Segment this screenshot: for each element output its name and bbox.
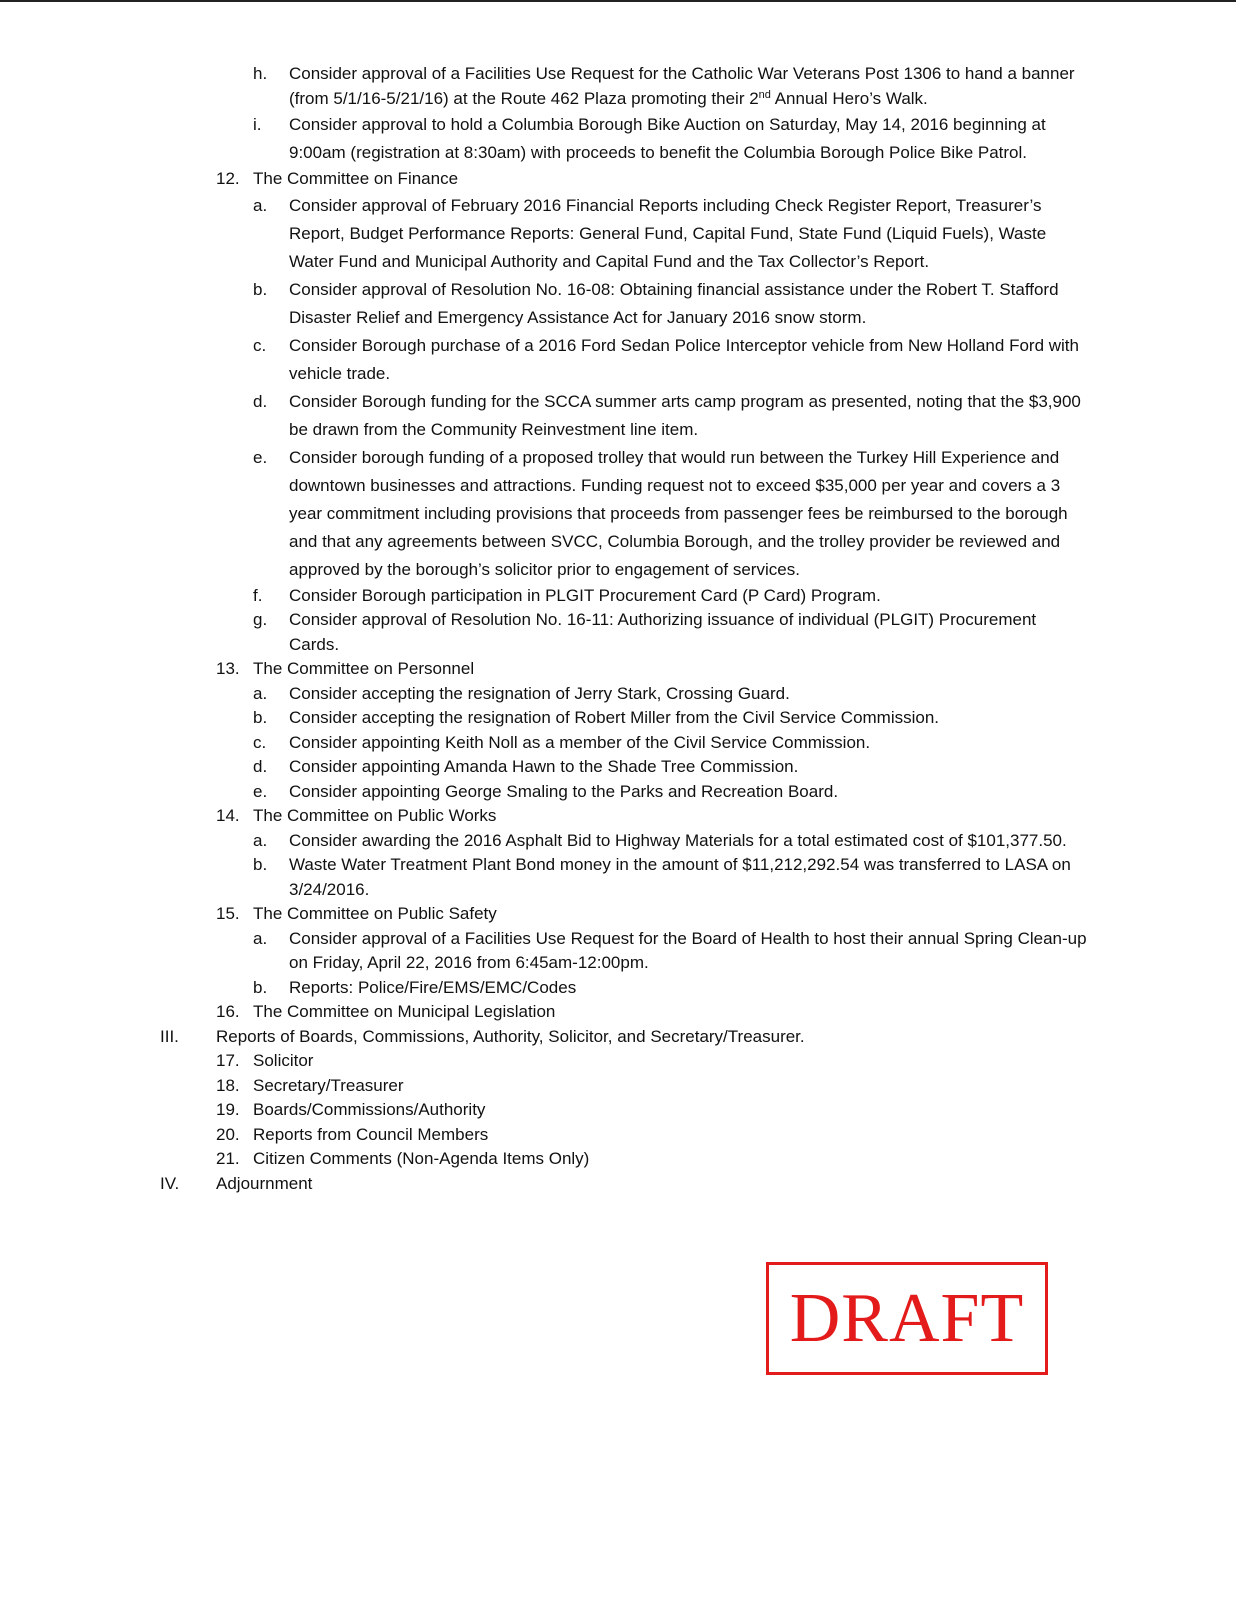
item-text-main: Consider accepting the resignation of Jerry Stark, Crossing Guard. bbox=[289, 683, 790, 703]
agenda-section bbox=[0, 1025, 1236, 1050]
agenda-subitem bbox=[0, 608, 1236, 657]
agenda-item bbox=[0, 657, 1236, 682]
item-text-main: Consider Borough funding for the SCCA summer arts camp program as presented, noting that the $3,900 be drawn from the Community Reinvestment line item. bbox=[289, 391, 1081, 439]
item-label: a. bbox=[253, 928, 268, 948]
item-text bbox=[253, 1123, 1083, 1148]
item-text-main: Consider appointing George Smaling to the Parks and Recreation Board. bbox=[289, 781, 839, 801]
item-text bbox=[289, 608, 1089, 657]
item-label: h. bbox=[253, 64, 268, 83]
agenda-subitem bbox=[0, 682, 1236, 707]
item-label: b. bbox=[253, 855, 268, 874]
draft-stamp bbox=[766, 1262, 1048, 1375]
item-text bbox=[289, 731, 1089, 756]
item-text-main: Consider approval of a Facilities Use Request for the Board of Health to host their annual Spring Clean-up on Friday, April 22, 2016 from 6:45am-12:00pm. bbox=[289, 928, 1087, 972]
item-text bbox=[253, 1049, 1083, 1074]
agenda-item bbox=[0, 804, 1236, 829]
item-text bbox=[289, 682, 1089, 707]
item-text bbox=[253, 1074, 1083, 1099]
item-label: 18. bbox=[216, 1075, 240, 1095]
item-text bbox=[289, 706, 1089, 731]
item-text-main: Consider approval of February 2016 Financial Reports including Check Register Report, Treasurer’s Report, Budget Performance Reports: General Fund, Capital Fund, State Fund (Liquid Fuels), Waste Water Fund and Municipal Authority and Capital Fund and the Tax Collector’s Report. bbox=[289, 195, 1047, 271]
item-text bbox=[253, 1147, 1083, 1172]
item-text-main: The Committee on Personnel bbox=[253, 659, 475, 678]
item-label: c. bbox=[253, 335, 267, 355]
item-text-main: The Committee on Public Safety bbox=[253, 904, 497, 923]
agenda-item bbox=[0, 1123, 1236, 1148]
item-text bbox=[289, 332, 1089, 388]
item-text bbox=[289, 584, 1089, 609]
item-text-main: Consider approval of Resolution No. 16-11: Authorizing issuance of individual (PLGIT) Procurement Cards. bbox=[289, 610, 1037, 654]
item-text bbox=[289, 276, 1089, 332]
agenda-item bbox=[0, 902, 1236, 927]
item-text bbox=[216, 1025, 1076, 1050]
agenda-subitem bbox=[0, 755, 1236, 780]
item-label: a. bbox=[253, 683, 268, 703]
item-text-main: Reports of Boards, Commissions, Authority, Solicitor, and Secretary/Treasurer. bbox=[216, 1026, 805, 1046]
item-text-main: The Committee on Public Works bbox=[253, 806, 497, 825]
agenda-subitem bbox=[0, 111, 1236, 167]
item-label: b. bbox=[253, 977, 268, 997]
item-text bbox=[289, 192, 1089, 276]
agenda-section bbox=[0, 1172, 1236, 1197]
item-label: 21. bbox=[216, 1149, 240, 1168]
item-text-main: Waste Water Treatment Plant Bond money in the amount of $11,212,292.54 was transferred to LASA on 3/24/2016. bbox=[289, 855, 1071, 899]
item-text-main: Consider approval of a Facilities Use Request for the Catholic War Veterans Post 1306 to hand a banner (from 5/1/16-5/21/16) at the Route 462 Plaza promoting their 2 bbox=[289, 64, 1075, 108]
item-text-main: Secretary/Treasurer bbox=[253, 1075, 404, 1095]
agenda-subitem bbox=[0, 276, 1236, 332]
item-label: 16. bbox=[216, 1002, 240, 1021]
item-text-tail: Annual Hero’s Walk. bbox=[770, 88, 928, 108]
item-text bbox=[289, 444, 1089, 584]
agenda-item bbox=[0, 1147, 1236, 1172]
agenda-item bbox=[0, 1049, 1236, 1074]
item-label: IV. bbox=[160, 1173, 180, 1193]
item-text bbox=[289, 388, 1089, 444]
agenda-subitem bbox=[0, 584, 1236, 609]
item-label: 12. bbox=[216, 169, 240, 188]
item-text bbox=[289, 853, 1089, 902]
item-label: a. bbox=[253, 830, 268, 850]
item-text bbox=[253, 167, 1083, 192]
agenda-subitem bbox=[0, 731, 1236, 756]
item-label: b. bbox=[253, 708, 268, 727]
item-text-main: Reports: Police/Fire/EMS/EMC/Codes bbox=[289, 977, 577, 997]
agenda-subitem bbox=[0, 332, 1236, 388]
agenda-subitem bbox=[0, 62, 1236, 111]
item-text-main: Boards/Commissions/Authority bbox=[253, 1100, 486, 1119]
item-label: i. bbox=[253, 115, 262, 134]
agenda-subitem bbox=[0, 853, 1236, 902]
item-text bbox=[289, 927, 1089, 976]
ordinal-suffix: nd bbox=[758, 88, 771, 101]
agenda-item bbox=[0, 1074, 1236, 1099]
item-text bbox=[253, 657, 1083, 682]
item-text-main: Consider appointing Keith Noll as a member of the Civil Service Commission. bbox=[289, 732, 871, 752]
agenda-list bbox=[0, 62, 1236, 1196]
item-text-main: Consider borough funding of a proposed trolley that would run between the Turkey Hill Experience and downtown businesses and attractions. Funding request not to exceed $35,000 per year and covers a 3 year commitment including provisions that proceeds from passenger fees be reimbursed to the borough and that any agreements between SVCC, Columbia Borough, and the trolley provider be reviewed and approved by the borough’s solicitor prior to engagement of services. bbox=[289, 447, 1068, 579]
agenda-item bbox=[0, 1000, 1236, 1025]
item-text bbox=[289, 829, 1089, 854]
item-text bbox=[289, 111, 1089, 167]
item-text-main: Solicitor bbox=[253, 1051, 314, 1070]
item-text-main: The Committee on Finance bbox=[253, 169, 459, 188]
item-text-main: Consider accepting the resignation of Robert Miller from the Civil Service Commission. bbox=[289, 708, 940, 727]
agenda-subitem bbox=[0, 192, 1236, 276]
item-label: 19. bbox=[216, 1100, 240, 1119]
item-text bbox=[289, 62, 1089, 111]
item-text bbox=[289, 755, 1089, 780]
item-label: g. bbox=[253, 610, 268, 629]
item-label: 13. bbox=[216, 659, 240, 678]
item-label: f. bbox=[253, 585, 263, 605]
item-text-main: Consider awarding the 2016 Asphalt Bid to Highway Materials for a total estimated cost of $101,377.50. bbox=[289, 830, 1067, 850]
agenda-subitem bbox=[0, 829, 1236, 854]
item-text-main: Consider Borough purchase of a 2016 Ford Sedan Police Interceptor vehicle from New Holland Ford with vehicle trade. bbox=[289, 335, 1079, 383]
agenda-subitem bbox=[0, 706, 1236, 731]
item-label: e. bbox=[253, 447, 268, 467]
item-text-main: Citizen Comments (Non-Agenda Items Only) bbox=[253, 1149, 590, 1168]
item-text-main: Reports from Council Members bbox=[253, 1124, 489, 1144]
item-label: e. bbox=[253, 781, 268, 801]
item-label: a. bbox=[253, 195, 268, 215]
page-top-border bbox=[0, 0, 1236, 2]
item-label: d. bbox=[253, 757, 268, 776]
item-label: c. bbox=[253, 732, 267, 752]
agenda-subitem bbox=[0, 927, 1236, 976]
agenda-item bbox=[0, 1098, 1236, 1123]
agenda-subitem bbox=[0, 780, 1236, 805]
item-text-main: Adjournment bbox=[216, 1173, 313, 1193]
item-label: d. bbox=[253, 391, 268, 411]
item-text bbox=[253, 804, 1083, 829]
item-text bbox=[289, 780, 1089, 805]
agenda-item bbox=[0, 167, 1236, 192]
item-text-main: Consider approval to hold a Columbia Borough Bike Auction on Saturday, May 14, 2016 beginning at 9:00am (registration at 8:30am) with proceeds to benefit the Columbia Borough Police Bike Patrol. bbox=[289, 115, 1046, 162]
item-label: 14. bbox=[216, 806, 240, 825]
item-label: 15. bbox=[216, 904, 240, 923]
item-text-main: Consider approval of Resolution No. 16-08: Obtaining financial assistance under the Robert T. Stafford Disaster Relief and Emergency Assistance Act for January 2016 snow storm. bbox=[289, 279, 1059, 327]
item-text bbox=[216, 1172, 1076, 1197]
item-label: b. bbox=[253, 279, 268, 299]
draft-stamp-text: DRAFT bbox=[789, 1279, 1025, 1357]
item-text bbox=[253, 1000, 1083, 1025]
item-text bbox=[289, 976, 1089, 1001]
item-text-main: The Committee on Municipal Legislation bbox=[253, 1002, 556, 1021]
item-label: 17. bbox=[216, 1051, 240, 1070]
item-label: 20. bbox=[216, 1124, 240, 1144]
agenda-subitem bbox=[0, 444, 1236, 584]
item-text bbox=[253, 1098, 1083, 1123]
item-text-main: Consider Borough participation in PLGIT Procurement Card (P Card) Program. bbox=[289, 585, 881, 605]
agenda-subitem bbox=[0, 976, 1236, 1001]
agenda-subitem bbox=[0, 388, 1236, 444]
item-text bbox=[253, 902, 1083, 927]
item-text-main: Consider appointing Amanda Hawn to the Shade Tree Commission. bbox=[289, 757, 799, 776]
item-label: III. bbox=[160, 1026, 179, 1046]
